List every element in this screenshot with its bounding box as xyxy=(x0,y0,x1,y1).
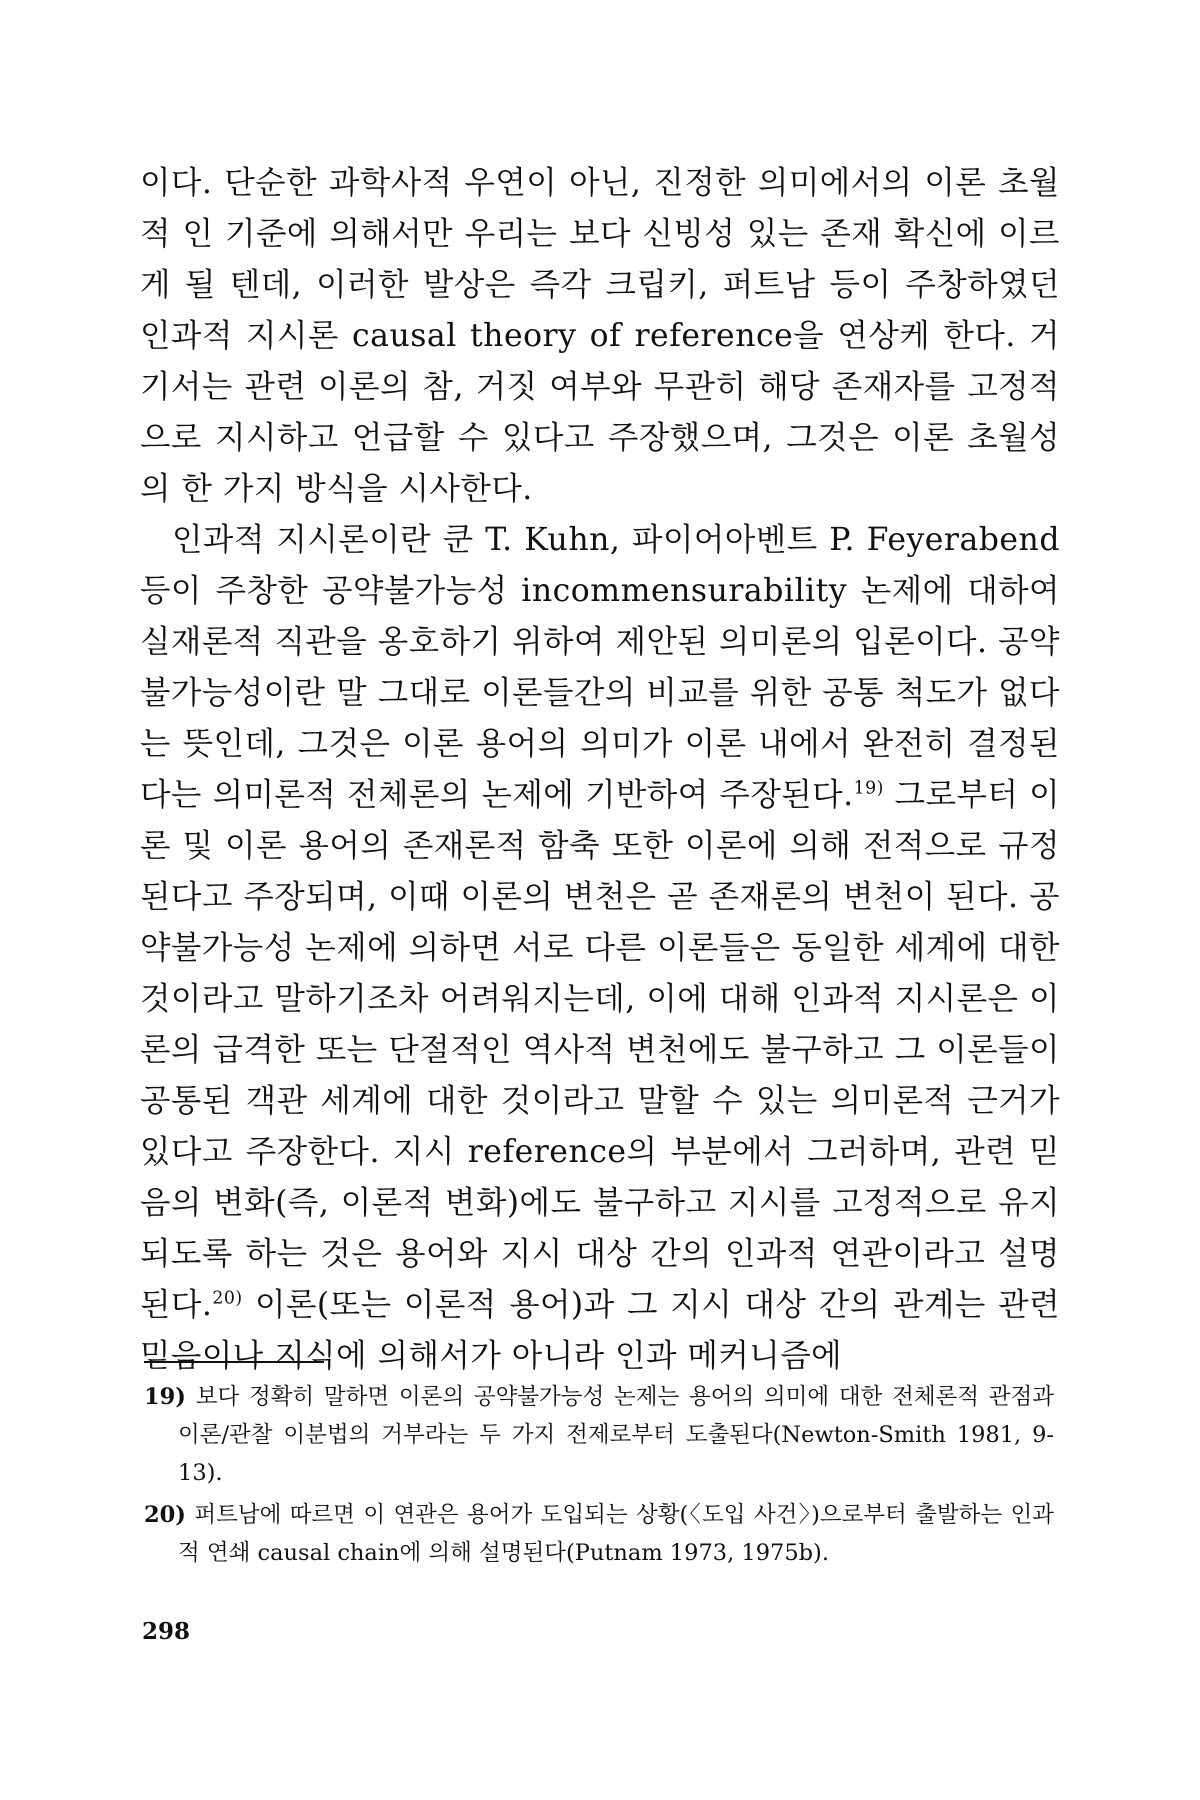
footnote-19-number: 19) xyxy=(144,1384,186,1410)
paragraph-1-text: 이다. 단순한 과학사적 우연이 아닌, 진정한 의미에서의 이론 초월적 인 기준에 의해서만 우리는 보다 신빙성 있는 존재 확신에 이르게 될 텐데, 이러한 발상은 즉각 크립키, 퍼트남 등이 주창하였던 인과적 지시론 causal theory of reference을 연상케 한다. 거기서는 관련 이론의 참, 거짓 여부와 무관히 해당 존재자를 고정적으로 지시하고 언급할 수 있다고 주장했으며, 그것은 이론 초월성의 한 가지 방식을 시사한다. xyxy=(140,165,1060,507)
footnote-ref-20: 20) xyxy=(212,1288,243,1309)
footnote-ref-19: 19) xyxy=(853,778,884,799)
paragraph-2-text-start: 인과적 지시론이란 쿤 T. Kuhn, 파이어아벤트 P. Feyerabend 등이 주창한 공약불가능성 incommensurability 논제에 대하여 실재론적 직관을 옹호하기 위하여 제안된 의미론의 입론이다. 공약불가능성이란 말 그대로 이론들간의 비교를 위한 공통 척도가 없다는 뜻인데, 그것은 이론 용어의 의미가 이론 내에서 완전히 결정된다는 의미론적 전체론의 논제에 기반하여 주장된다. xyxy=(140,522,1060,813)
page-number: 298 xyxy=(142,1618,191,1645)
body-text xyxy=(140,158,1060,1382)
paragraph-2-text-end: 이론(또는 이론적 용어)과 그 지시 대상 간의 관계는 관련 믿음이나 지식에 의해서가 아니라 인과 메커니즘에 xyxy=(140,1287,1060,1374)
paragraph-1 xyxy=(140,158,1060,515)
footnote-separator xyxy=(144,1361,324,1363)
footnotes xyxy=(144,1378,1054,1576)
paragraph-2-text-middle: 그로부터 이론 및 이론 용어의 존재론적 함축 또한 이론에 의해 전적으로 규정된다고 주장되며, 이때 이론의 변천은 곧 존재론의 변천이 된다. 공약불가능성 논제에 의하면 서로 다른 이론들은 동일한 세계에 대한 것이라고 말하기조차 어려워지는데, 이에 대해 인과적 지시론은 이론의 급격한 또는 단절적인 역사적 변천에도 불구하고 그 이론들이 공통된 객관 세계에 대한 것이라고 말할 수 있는 의미론적 근거가 있다고 주장한다. 지시 reference의 부분에서 그러하며, 관련 믿음의 변화(즉, 이론적 변화)에도 불구하고 지시를 고정적으로 유지되도록 하는 것은 용어와 지시 대상 간의 인과적 연관이라고 설명된다. xyxy=(140,777,1061,1323)
footnote-20 xyxy=(144,1496,1054,1572)
footnote-19-text: 보다 정확히 말하면 이론의 공약불가능성 논제는 용어의 의미에 대한 전체론적 관점과 이론/관찰 이분법의 거부라는 두 가지 전제로부터 도출된다(Newton-Smith 1981, 9-13). xyxy=(178,1384,1055,1486)
paragraph-2 xyxy=(140,515,1060,1382)
footnote-20-text: 퍼트남에 따르면 이 연관은 용어가 도입되는 상황(〈도입 사건〉)으로부터 출발하는 인과적 연쇄 causal chain에 의해 설명된다(Putnam 1973, 1975b). xyxy=(178,1502,1054,1566)
footnote-19 xyxy=(144,1378,1054,1492)
footnote-20-number: 20) xyxy=(144,1502,186,1528)
